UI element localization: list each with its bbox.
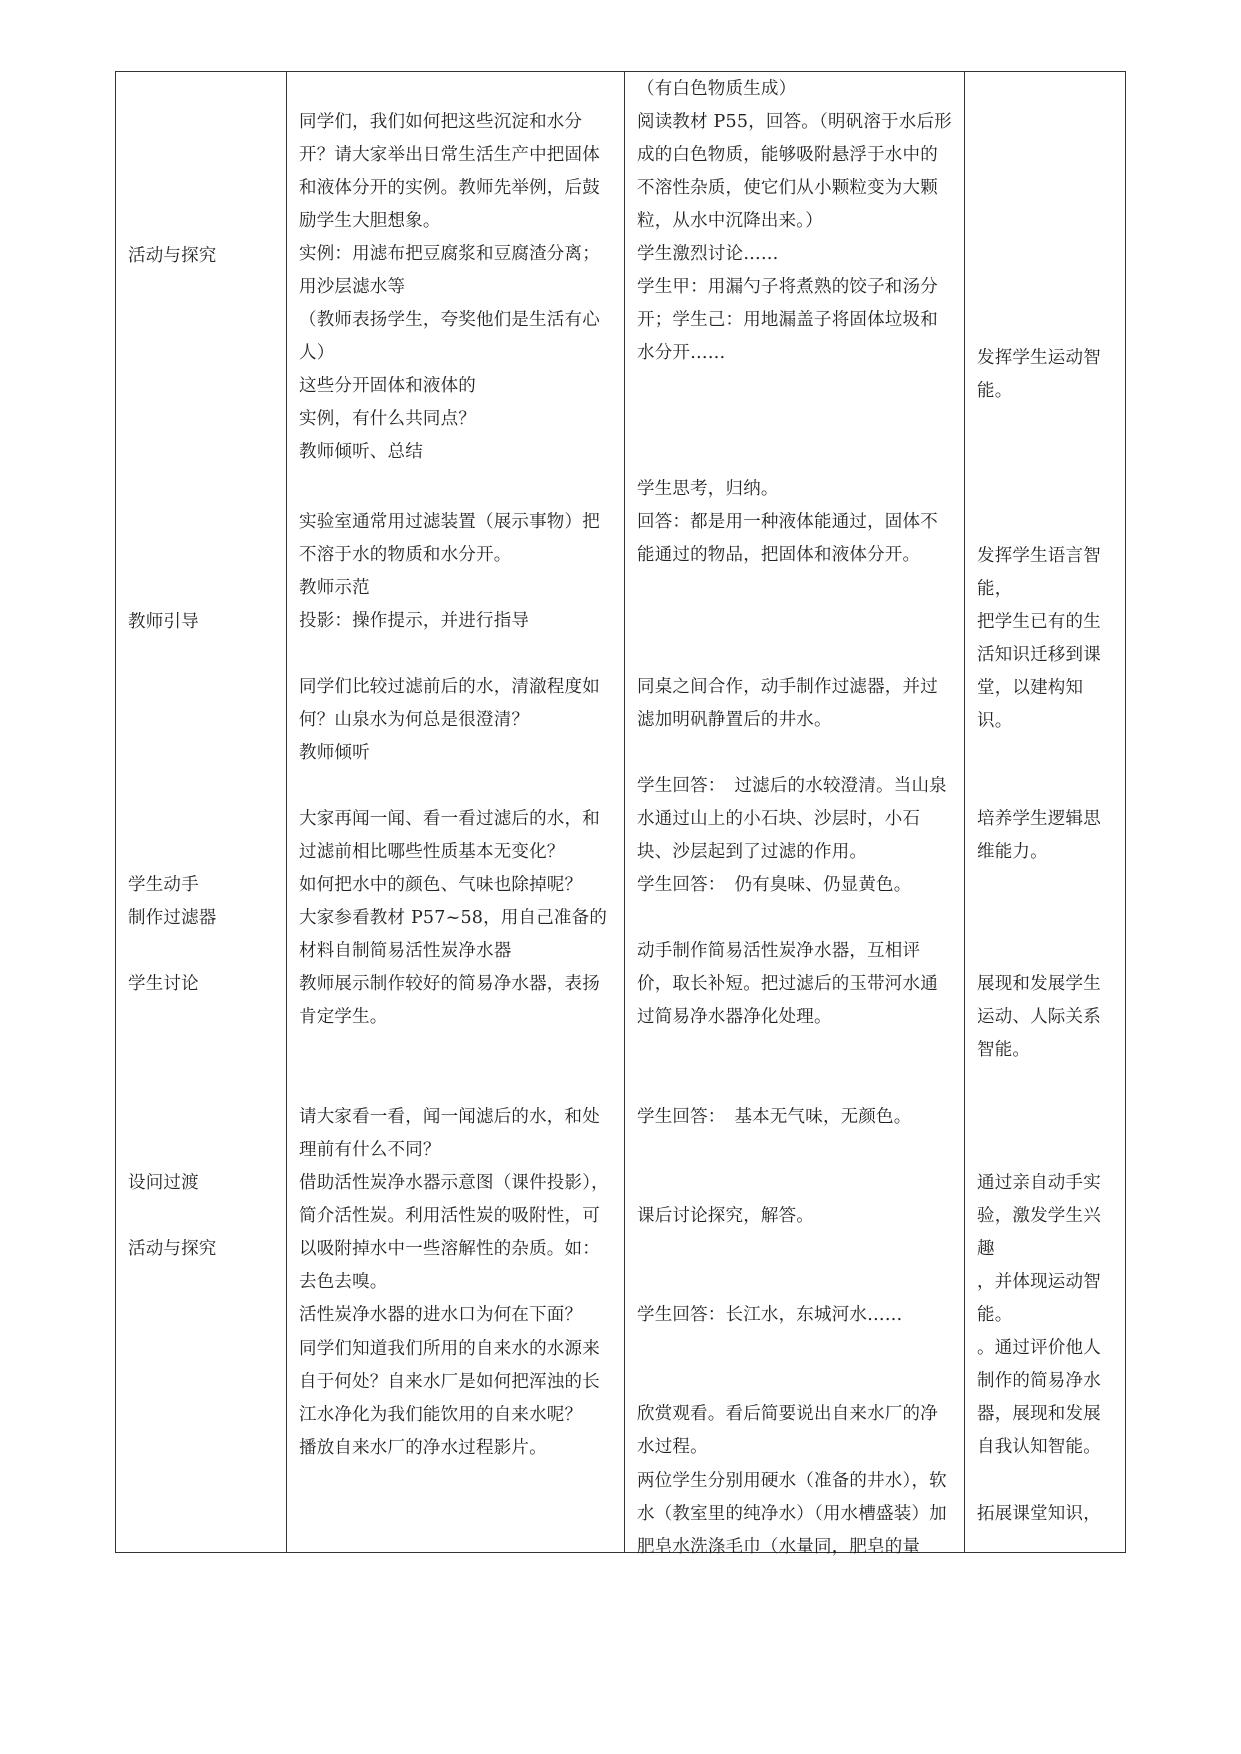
stage-transition-question: 设问过渡 <box>128 1173 199 1193</box>
student-text-9: 欣赏观看。看后简要说出自来水厂的净水过程。 <box>637 1404 938 1457</box>
intent-text-5: 通过亲自动手实验，激发学生兴趣 ，并体现运动智能。 。通过评价他人制作的简易净水器，展现和发展自我认知智能。 <box>977 1173 1101 1457</box>
teacher-column <box>287 72 624 1552</box>
stage-teacher-guide: 教师引导 <box>128 612 199 632</box>
stage-activity-explore-2: 活动与探究 <box>128 1239 217 1259</box>
stage-column <box>116 72 286 1552</box>
student-text-7: 课后讨论探究，解答。 <box>637 1206 814 1226</box>
teacher-text-2: 实验室通常用过滤装置（展示事物）把不溶于水的物质和水分开。 教师示范 投影：操作提示，并进行指导 <box>299 512 600 631</box>
intent-text-3: 培养学生逻辑思维能力。 <box>977 809 1101 862</box>
intent-text-4: 展现和发展学生运动、人际关系智能。 <box>977 974 1101 1060</box>
intent-text-1: 发挥学生运动智能。 <box>977 348 1101 401</box>
teacher-text-6: 同学们知道我们所用的自来水的水源来自于何处？自来水厂是如何把浑浊的长江水净化为我们能饮用的自来水呢？ 播放自来水厂的净水过程影片。 <box>299 1339 600 1458</box>
student-text-8: 学生回答：长江水，东城河水…… <box>637 1305 903 1325</box>
student-text-6: 学生回答： 基本无气味，无颜色。 <box>637 1107 912 1127</box>
student-text-5: 动手制作简易活性炭净水器，互相评价，取长补短。把过滤后的玉带河水通过简易净水器净化处理。 <box>637 941 938 1027</box>
intent-column <box>965 72 1125 1552</box>
stage-student-discussion: 学生讨论 <box>128 974 199 994</box>
teacher-text-4: 大家再闻一闻、看一看过滤后的水，和过滤前相比哪些性质基本无变化？ 如何把水中的颜色、气味也除掉呢？ 大家参看教材 P57~58，用自己准备的材料自制简易活性炭净水器 教师展示制作较好的简易净水器，表扬肯定学生。 <box>299 809 608 1027</box>
teacher-text-5: 请大家看一看，闻一闻滤后的水，和处理前有什么不同？ 借助活性炭净水器示意图（课件投影），简介活性炭。利用活性炭的吸附性，可以吸附掉水中一些溶解性的杂质。如：去色去嗅。 活性炭净水器的进水口为何在下面？ <box>299 1107 609 1325</box>
teacher-text-3: 同学们比较过滤前后的水，清澈程度如何？山泉水为何总是很澄清？ 教师倾听 <box>299 677 600 763</box>
stage-activity-explore: 活动与探究 <box>128 246 217 266</box>
teacher-text-1: 同学们，我们如何把这些沉淀和水分开？请大家举出日常生活生产中把固体和液体分开的实例。教师先举例，后鼓励学生大胆想象。 实例：用滤布把豆腐浆和豆腐渣分离；用沙层滤水等 （教师表扬学生，夸奖他们是生活有心人） 这些分开固体和液体的 实例，有什么共同点？ 教师倾听、总结 <box>299 112 600 462</box>
lesson-plan-table <box>115 71 1126 1557</box>
intent-text-6: 拓展课堂知识， <box>977 1504 1101 1524</box>
intent-text-2: 发挥学生语言智能， 把学生已有的生活知识迁移到课堂，以建构知识。 <box>977 546 1101 731</box>
student-text-4: 学生回答： 过滤后的水较澄清。当山泉水通过山上的小石块、沙层时，小石块、沙层起到了过滤的作用。 学生回答： 仍有臭味、仍显黄色。 <box>637 776 947 895</box>
student-column <box>625 72 964 1557</box>
student-text-3: 同桌之间合作，动手制作过滤器，并过滤加明矾静置后的井水。 <box>637 677 938 730</box>
student-text-1: （有白色物质生成） 阅读教材 P55，回答。（明矾溶于水后形成的白色物质，能够吸附悬浮于水中的不溶性杂质，使它们从小颗粒变为大颗粒，从水中沉降出来。） 学生激烈讨论…… 学生甲：用漏勺子将煮熟的饺子和汤分开；学生己：用地漏盖子将固体垃圾和水分开…… <box>637 79 952 363</box>
student-text-2: 学生思考，归纳。 回答：都是用一种液体能通过，固体不能通过的物品，把固体和液体分开。 <box>637 479 938 565</box>
stage-make-filter: 学生动手 制作过滤器 <box>128 875 217 928</box>
student-text-10: 两位学生分别用硬水（准备的井水），软水（教室里的纯净水）（用水槽盛装）加肥皂水洗涤毛巾（水量同，肥皂的量 <box>637 1471 947 1557</box>
